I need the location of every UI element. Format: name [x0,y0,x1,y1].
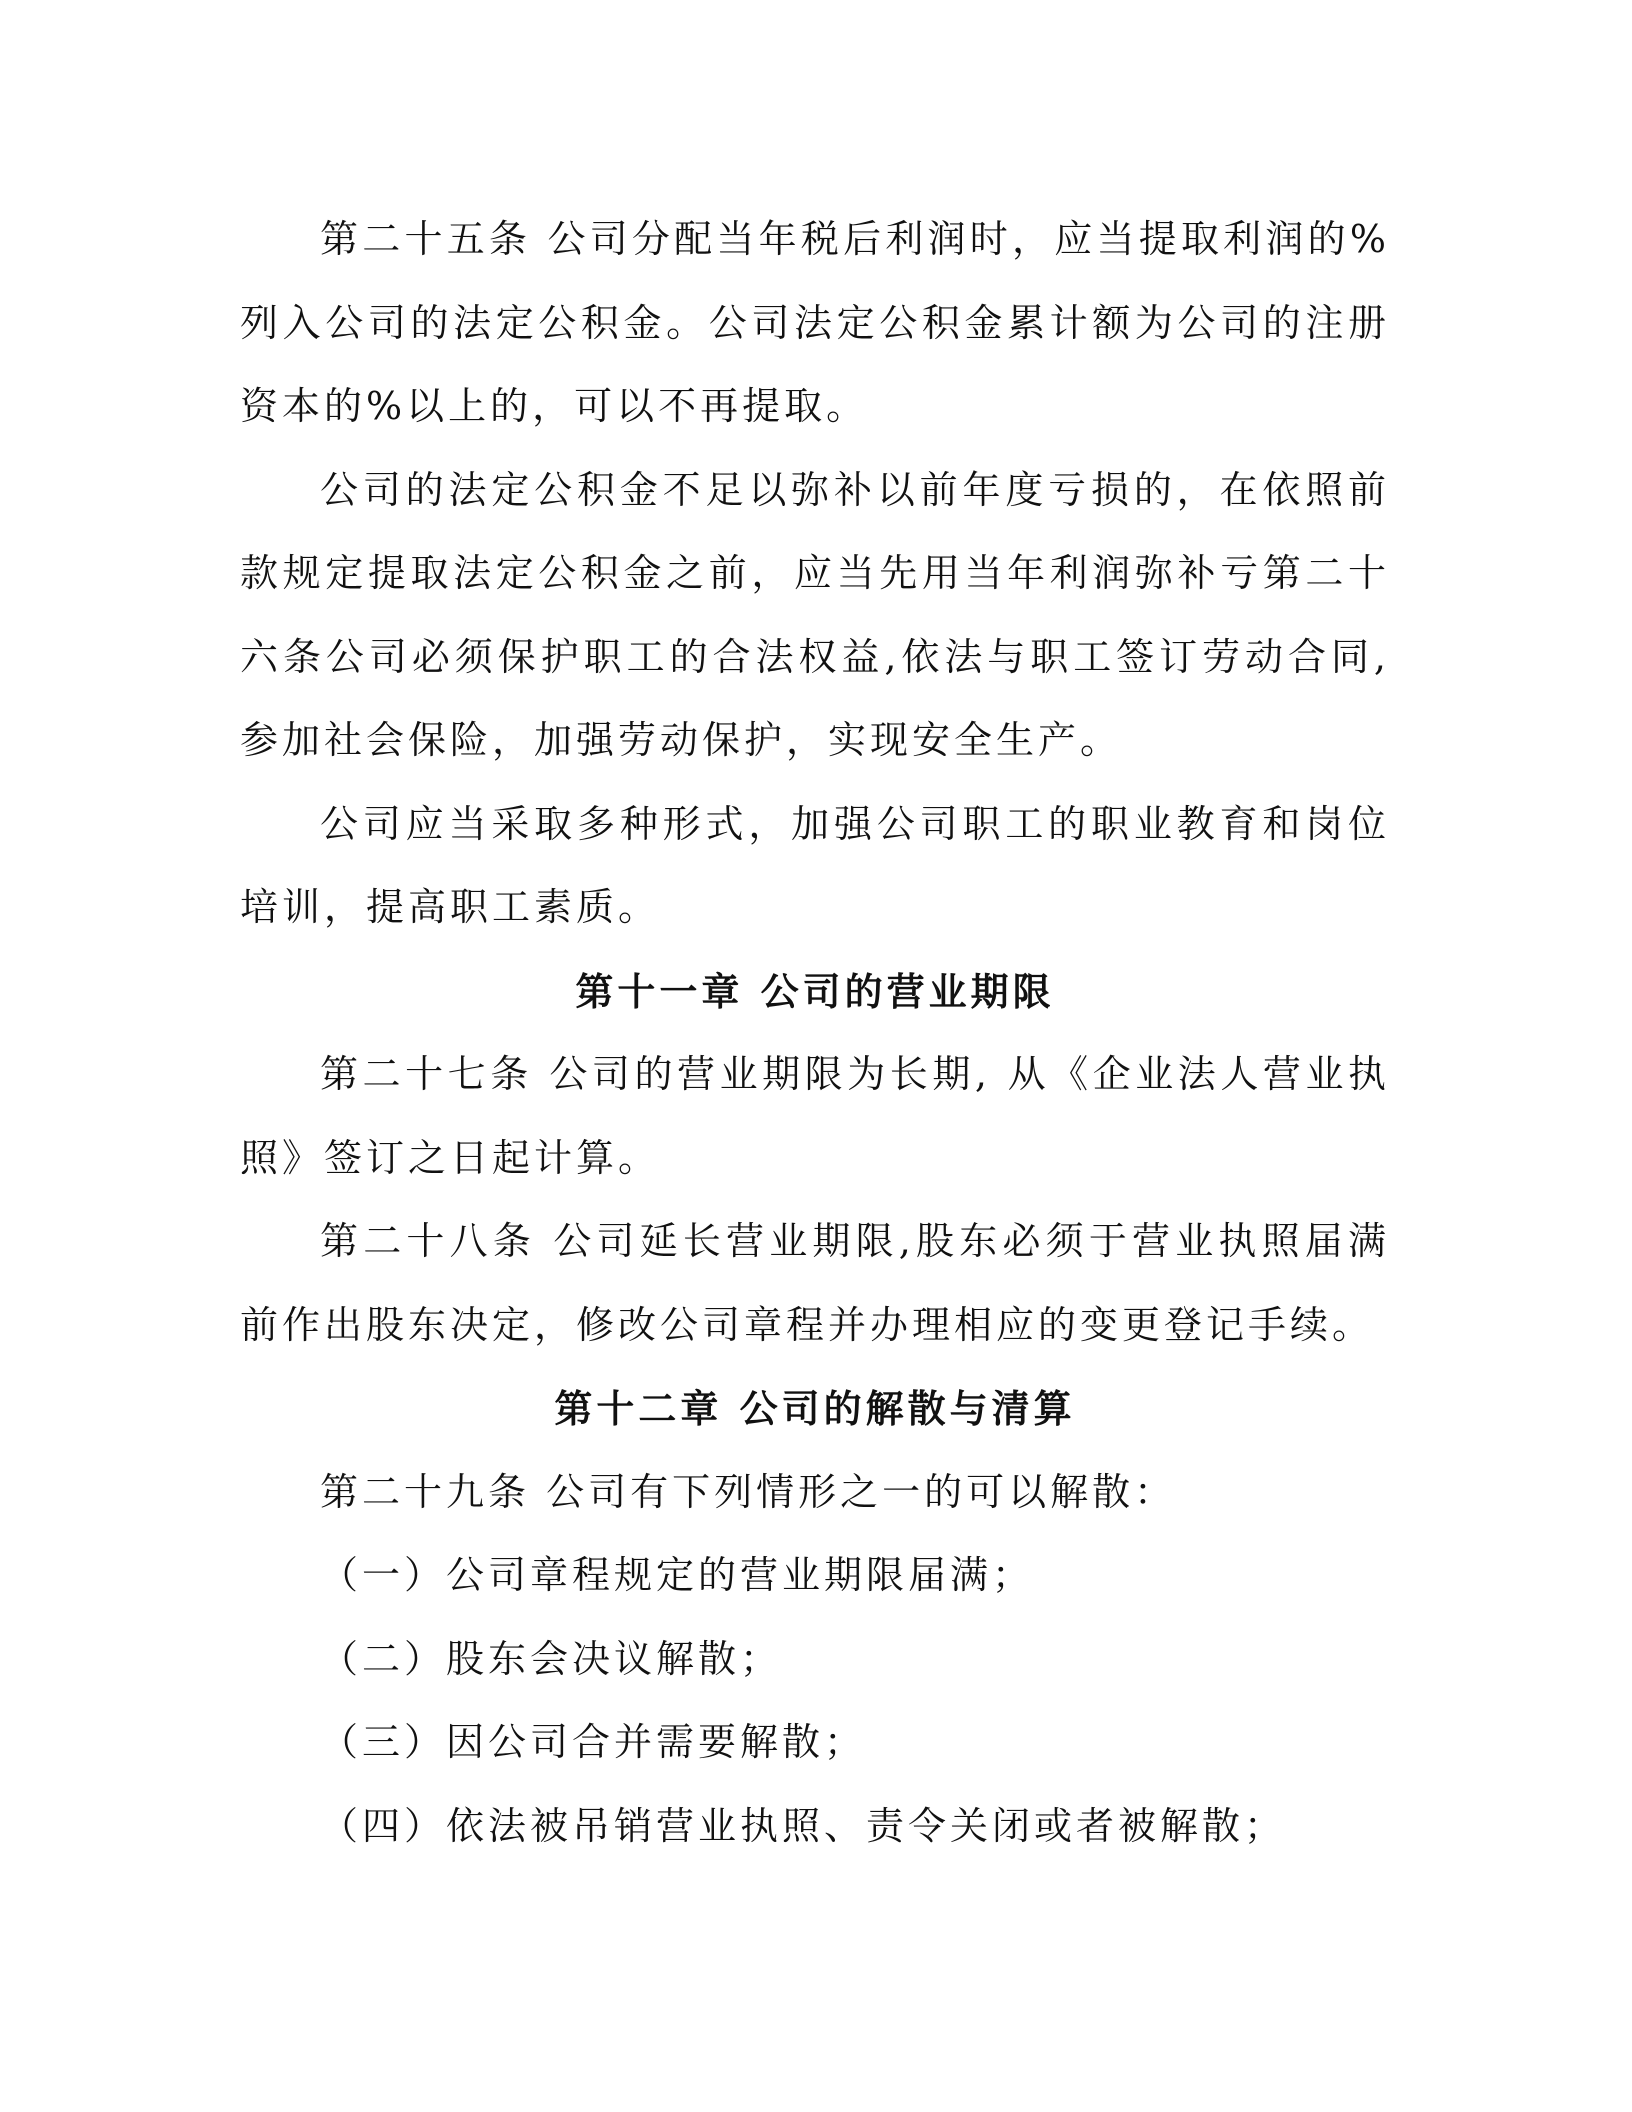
list-item: （四）依法被吊销营业执照、责令关闭或者被解散； [320,1803,1287,1848]
paragraph-training: 公司应当采取多种形式，加强公司职工的职业教育和岗位培训，提高职工素质。 [240,801,1390,929]
list-item: （一）公司章程规定的营业期限届满； [320,1553,1035,1597]
list-item: （三）因公司合并需要解散； [320,1720,867,1764]
document-body [240,198,1390,1868]
paragraph-reserve-loss: 公司的法定公积金不足以弥补以前年度亏损的，在依照前款规定提取法定公积金之前，应当先用当年利润弥补亏第二十六条公司必须保护职工的合法权益,依法与职工签订劳动合同,参加社会保险，加强劳动保护，实现安全生产。 [240,467,1390,762]
list-item: （二）股东会决议解散； [320,1636,783,1681]
chapter-12-heading: 第十二章 公司的解散与清算 [554,1386,1076,1431]
chapter-11-heading: 第十一章 公司的营业期限 [575,968,1055,1014]
paragraph-article-25: 第二十五条 公司分配当年税后利润时，应当提取利润的%列入公司的法定公积金。公司法定公积金累计额为公司的注册资本的%以上的，可以不再提取。 [240,217,1390,428]
paragraph-article-27: 第二十七条 公司的营业期限为长期, 从《企业法人营业执照》签订之日起计算。 [240,1052,1390,1180]
paragraph-article-29: 第二十九条 公司有下列情形之一的可以解散： [320,1469,1177,1514]
paragraph-article-28: 第二十八条 公司延长营业期限,股东必须于营业执照届满前作出股东决定，修改公司章程并办理相应的变更登记手续。 [240,1219,1390,1347]
